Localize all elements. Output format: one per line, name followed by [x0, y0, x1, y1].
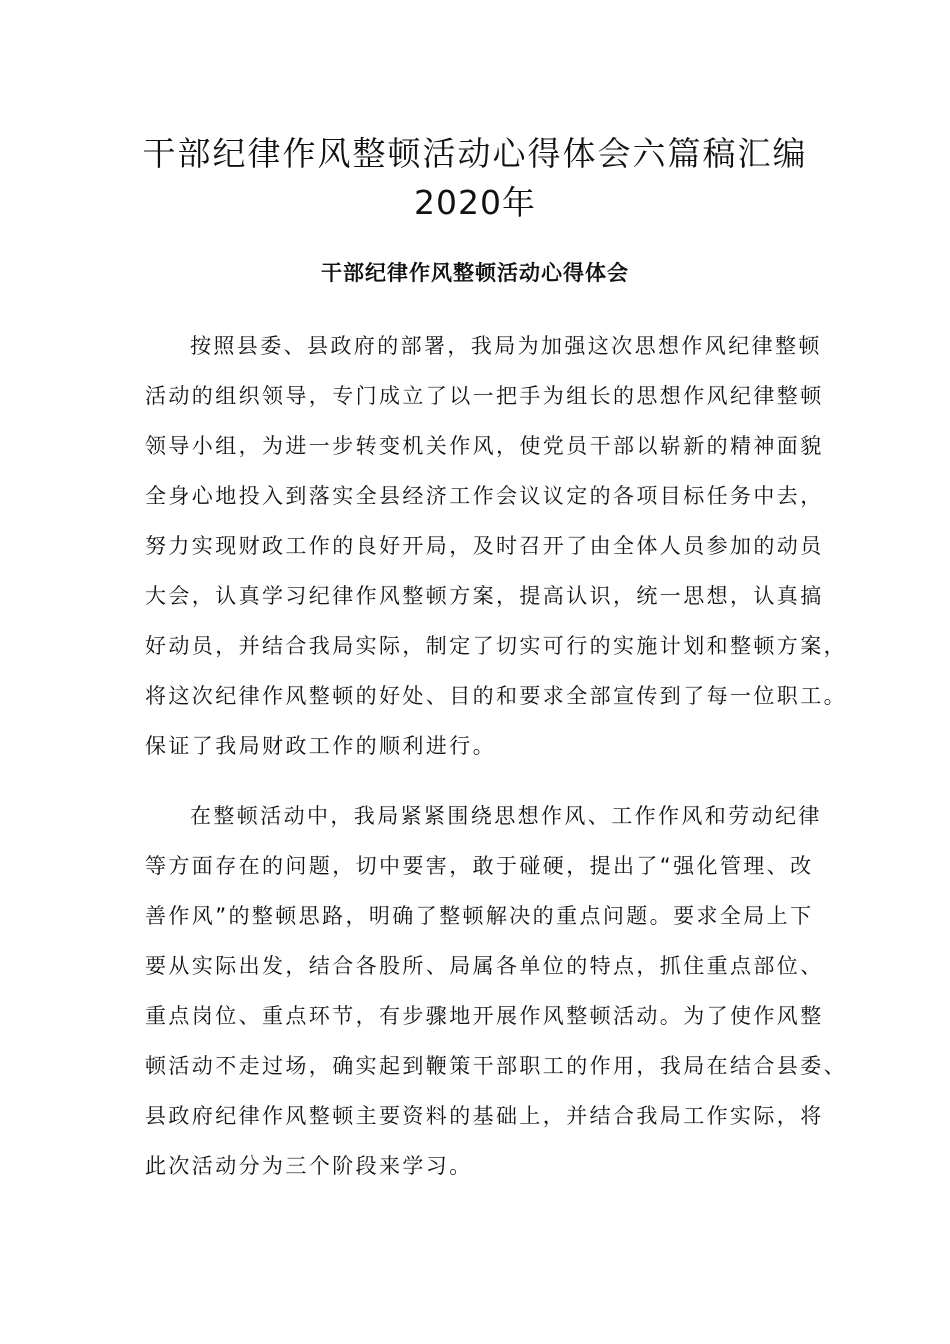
paragraph-line: 等方面存在的问题，切中要害，敢于碰硬，提出了“强化管理、改 [145, 854, 814, 878]
paragraph-line: 领导小组，为进一步转变机关作风，使党员干部以崭新的精神面貌 [145, 434, 824, 458]
paragraph-line: 将这次纪律作风整顿的好处、目的和要求全部宣传到了每一位职工。 [145, 684, 847, 708]
paragraph-line: 按照县委、县政府的部署，我局为加强这次思想作风纪律整顿 [190, 334, 822, 358]
paragraph-line: 大会，认真学习纪律作风整顿方案，提高认识，统一思想，认真搞 [145, 584, 824, 608]
paragraph-line: 在整顿活动中，我局紧紧围绕思想作风、工作作风和劳动纪律 [190, 804, 822, 828]
paragraph-line: 全身心地投入到落实全县经济工作会议议定的各项目标任务中去， [145, 484, 824, 508]
document-title-line-2: 2020年 [414, 183, 536, 222]
paragraph-line: 活动的组织领导，专门成立了以一把手为组长的思想作风纪律整顿 [145, 384, 824, 408]
document-title-line-1: 干部纪律作风整顿活动心得体会六篇稿汇编 [142, 134, 808, 173]
paragraph-line: 重点岗位、重点环节，有步骤地开展作风整顿活动。为了使作风整 [145, 1004, 824, 1028]
paragraph-line: 善作风”的整顿思路，明确了整顿解决的重点问题。要求全局上下 [145, 904, 814, 928]
paragraph-line: 此次活动分为三个阶段来学习。 [145, 1154, 473, 1178]
paragraph-line: 保证了我局财政工作的顺利进行。 [145, 734, 496, 758]
section-subtitle: 干部纪律作风整顿活动心得体会 [321, 261, 629, 285]
paragraph-line: 努力实现财政工作的良好开局，及时召开了由全体人员参加的动员 [145, 534, 824, 558]
paragraph-line: 要从实际出发，结合各股所、局属各单位的特点，抓住重点部位、 [145, 954, 824, 978]
paragraph-line: 县政府纪律作风整顿主要资料的基础上，并结合我局工作实际，将 [145, 1104, 824, 1128]
paragraph-line: 好动员，并结合我局实际，制定了切实可行的实施计划和整顿方案， [145, 634, 847, 658]
paragraph-line: 顿活动不走过场，确实起到鞭策干部职工的作用，我局在结合县委、 [145, 1054, 847, 1078]
